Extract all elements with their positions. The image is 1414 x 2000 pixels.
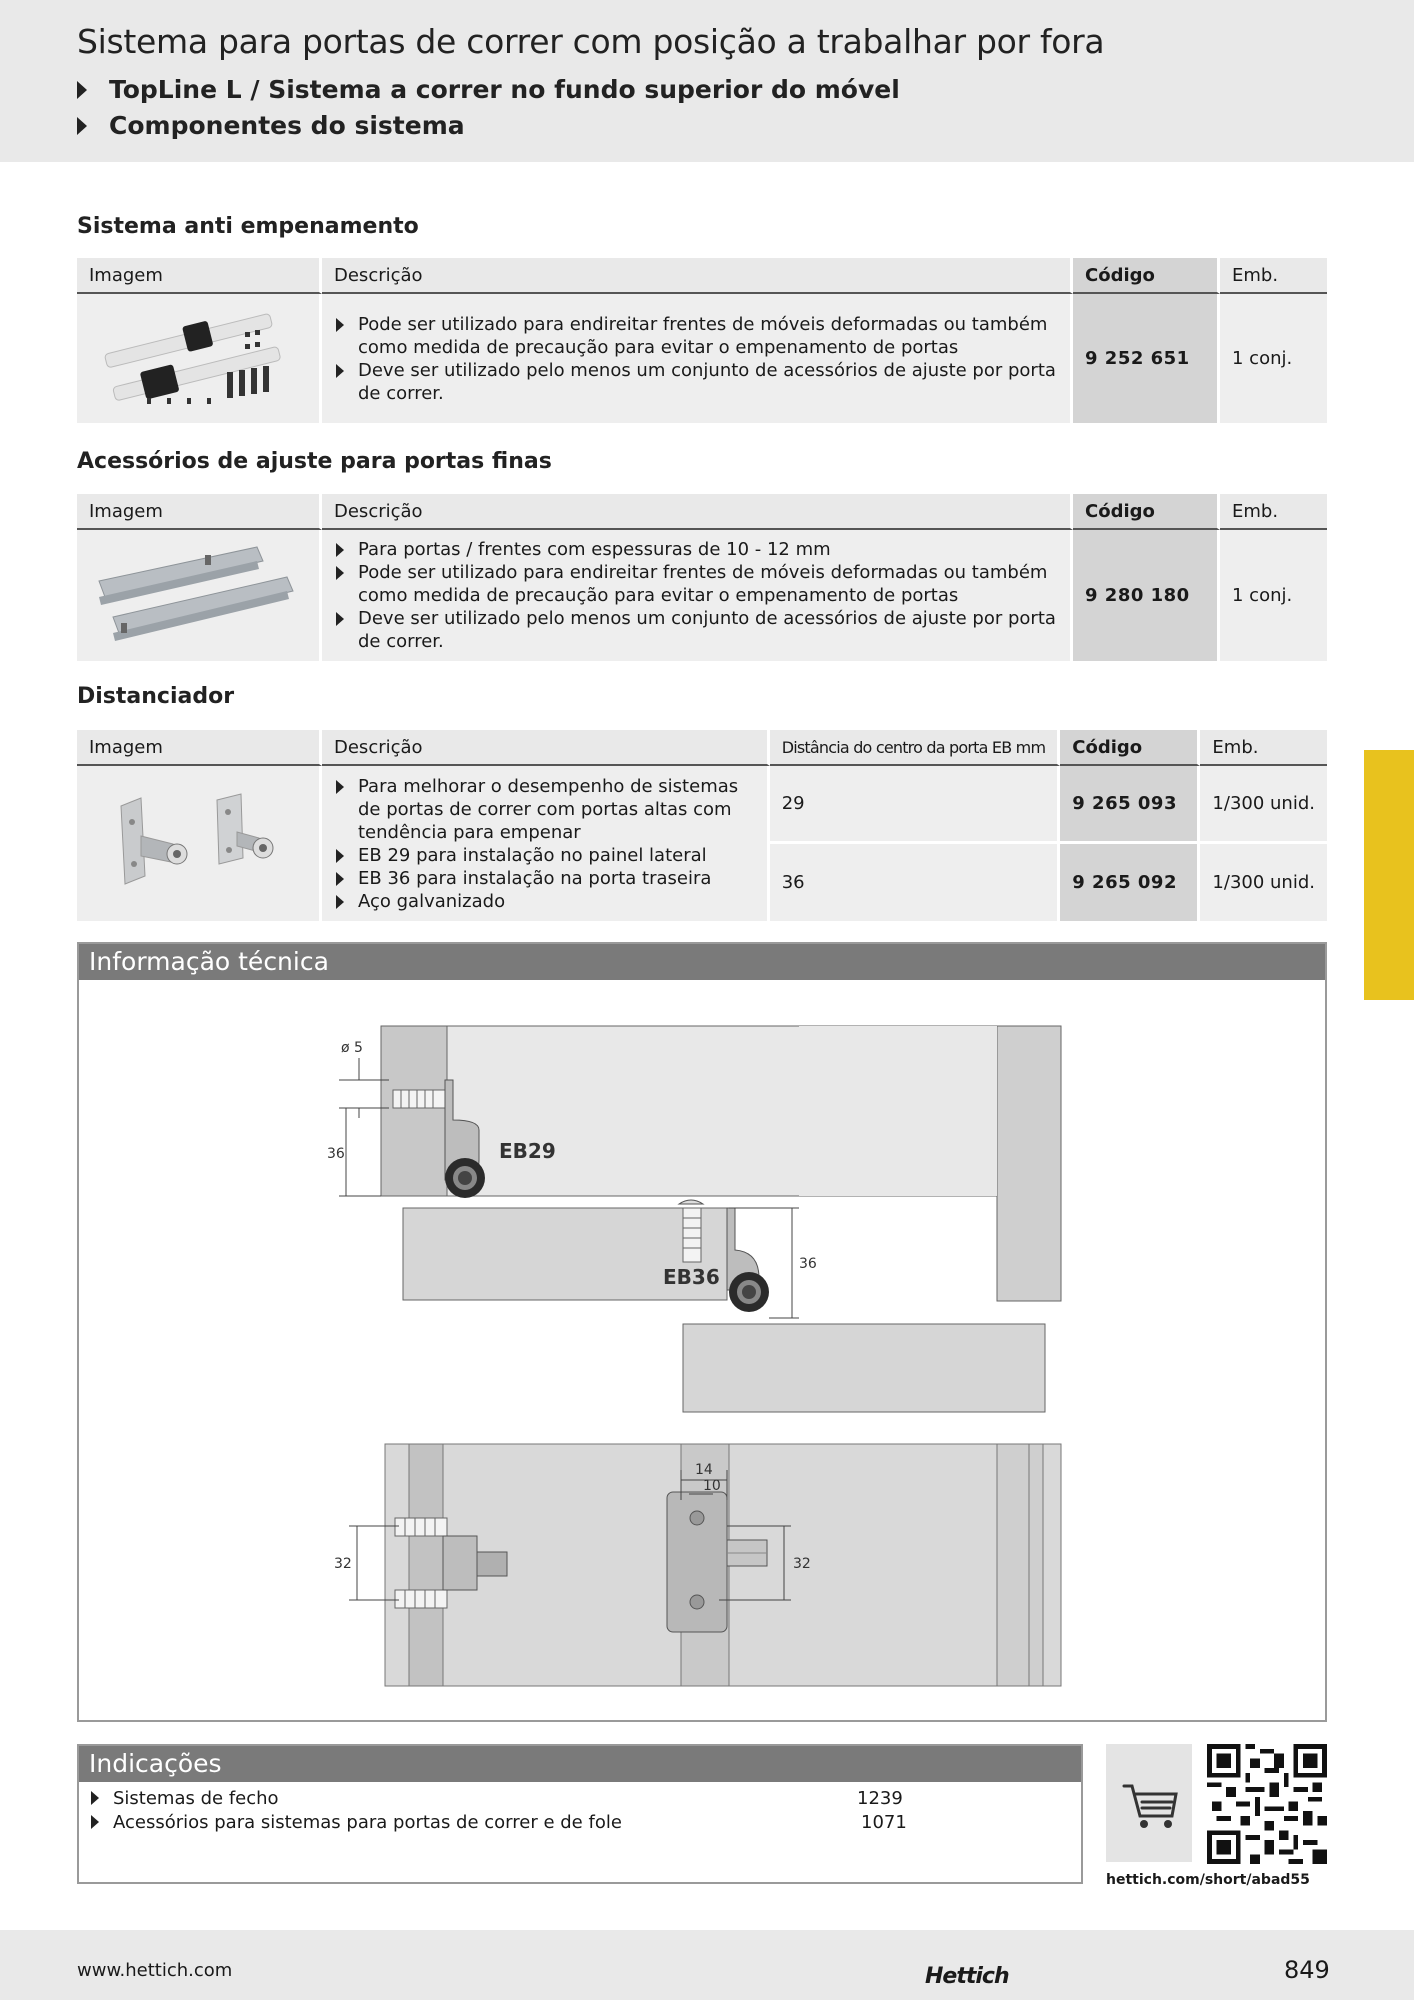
product-image-anti-warp [77,294,322,423]
product-code[interactable]: 9 265 093 [1060,766,1200,844]
triangle-bullet-icon [91,1791,99,1805]
description-cell [322,766,770,921]
description-bullet: Para portas / frentes com espessuras de 10 - 12 mm [334,538,1058,561]
dim-diameter: ø 5 [341,1040,363,1056]
description-bullet: Pode ser utilizado para endireitar frentes de móveis deformadas ou também como medida de precaução para evitar o empenamento de portas [334,313,1058,359]
description-bullet: Deve ser utilizado pelo menos um conjunto de acessórios de ajuste por porta de correr. [334,607,1058,653]
dim-36-upper: 36 [327,1146,345,1162]
pack-unit: 1/300 unid. [1200,766,1327,844]
col-header-pack: Emb. [1220,494,1327,530]
indication-label: Sistemas de fecho [113,1788,279,1809]
dim-14: 14 [695,1462,713,1478]
distance-value: 36 [770,844,1061,922]
product-code[interactable]: 9 265 092 [1060,844,1200,922]
chapter-tab[interactable] [1364,750,1414,1000]
pack-unit: 1/300 unid. [1200,844,1327,922]
technical-drawing [79,980,1325,1722]
subtitle-topline-text: TopLine L / Sistema a correr no fundo superior do móvel [109,75,900,104]
hettich-logo: Hettich [925,1964,1009,1989]
dim-32-left: 32 [334,1556,352,1572]
short-link[interactable]: hettich.com/short/abad55 [1106,1872,1310,1888]
col-header-image: Imagem [77,258,322,294]
col-header-description: Descrição [322,730,770,766]
description-bullet: Aço galvanizado [334,890,755,913]
product-image-spacer [77,766,322,921]
indication-item[interactable] [91,1812,622,1833]
pack-unit: 1 conj. [1220,294,1327,423]
description-cell [322,530,1073,661]
description-bullet: EB 29 para instalação no painel lateral [334,844,755,867]
triangle-bullet-icon [77,117,87,135]
dim-32-right: 32 [793,1556,811,1572]
section-title-thin-doors: Acessórios de ajuste para portas finas [77,449,552,474]
label-eb36: EB36 [663,1265,720,1289]
shop-button[interactable] [1106,1744,1192,1862]
footer-url[interactable]: www.hettich.com [77,1960,233,1981]
label-eb29: EB29 [499,1139,556,1163]
page-title: Sistema para portas de correr com posição a trabalhar por fora [77,22,1105,61]
product-table-thin-doors [77,494,1327,661]
description-bullet: EB 36 para instalação na porta traseira [334,867,755,890]
indication-label: Acessórios para sistemas para portas de correr e de fole [113,1812,622,1833]
description-bullet: Deve ser utilizado pelo menos um conjunto de acessórios de ajuste por porta de correr. [334,359,1058,405]
indications-panel [77,1744,1083,1884]
triangle-bullet-icon [91,1815,99,1829]
indication-item[interactable] [91,1788,279,1809]
product-image-thin-doors [77,530,322,661]
subtitle-components-text: Componentes do sistema [109,111,465,140]
dim-10: 10 [703,1478,721,1494]
col-header-code: Código [1073,258,1220,294]
product-code[interactable]: 9 252 651 [1073,294,1220,423]
qr-code[interactable] [1207,1744,1327,1864]
description-cell [322,294,1073,423]
col-header-image: Imagem [77,730,322,766]
product-code[interactable]: 9 280 180 [1073,530,1220,661]
col-header-image: Imagem [77,494,322,530]
triangle-bullet-icon [77,81,87,99]
description-bullet: Para melhorar o desempenho de sistemas de portas de correr com portas altas com tendência para empenar [334,775,755,844]
spacer-bracket-image [77,766,319,916]
dim-36-lower: 36 [799,1256,817,1272]
col-header-pack: Emb. [1220,258,1327,294]
col-header-description: Descrição [322,258,1073,294]
col-header-distance: Distância do centro da porta EB mm [770,730,1061,766]
anti-warp-kit-image [77,294,319,418]
subtitle-topline [77,75,900,104]
distance-value: 29 [770,766,1061,844]
adjustment-profile-image [77,531,319,656]
technical-info-title: Informação técnica [79,944,1325,980]
product-table-anti-warp [77,258,1327,423]
pack-unit: 1 conj. [1220,530,1327,661]
subtitle-components [77,111,465,140]
page-number: 849 [1284,1956,1330,1984]
col-header-description: Descrição [322,494,1073,530]
indications-title: Indicações [79,1746,1081,1782]
indication-page[interactable]: 1239 [857,1788,903,1809]
page-footer [0,1930,1414,2000]
cart-icon [1106,1744,1192,1862]
technical-info-panel [77,942,1327,1722]
product-table-spacer [77,730,1327,921]
col-header-pack: Emb. [1200,730,1327,766]
section-title-spacer: Distanciador [77,684,235,709]
col-header-code: Código [1060,730,1200,766]
indication-page[interactable]: 1071 [861,1812,907,1833]
description-bullet: Pode ser utilizado para endireitar frentes de móveis deformadas ou também como medida de precaução para evitar o empenamento de portas [334,561,1058,607]
section-title-anti-warp: Sistema anti empenamento [77,214,419,239]
page-header [0,0,1414,162]
col-header-code: Código [1073,494,1220,530]
